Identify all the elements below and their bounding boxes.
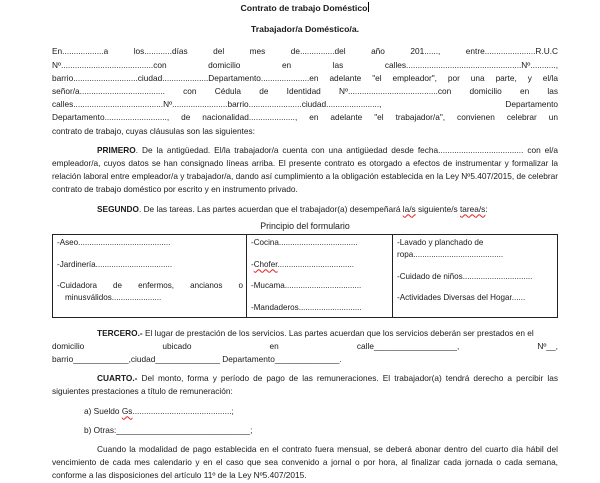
tasks-column-2 [247, 235, 393, 318]
clause-segundo-label: SEGUNDO [97, 203, 139, 214]
tercero-domicilio: domicilio [52, 340, 85, 351]
tercero-calle: calle__________________, [356, 340, 460, 351]
intro-line-6: Departamento..........................., de nacionalidad...................., en adelante "el trabajador/a", convienen celebrar un [52, 112, 558, 123]
intro-line-3: barrio............................ciudad....................Departamento.....................en adelante "el empleador", por una parte, y el/la [52, 72, 558, 83]
task-lavado[interactable]: -Lavado y planchado de [397, 238, 484, 248]
task-lavado-ropa: ropa........................................ [397, 250, 504, 260]
remuneration-item-a [84, 405, 558, 418]
tercero-en: en [269, 340, 279, 351]
tercero-numero: Nº__, [537, 340, 558, 351]
clause-tercero-line-3: barrio____________,ciudad______________ Departamento______________. [52, 353, 342, 364]
clause-cuarto-text: Del monto, forma y período de pago de las remuneraciones. El trabajador(a) tendrá derecho a percibir las siguientes prestaciones a título de remuneración: [52, 373, 558, 397]
document-title [52, 2, 558, 15]
clause-segundo-text: . De las tareas. Las partes acuerdan que el trabajador(a) desempeñará [138, 203, 403, 214]
clause-cuarto-label: CUARTO.- [97, 373, 138, 384]
title-text: Contrato de trabajo Doméstico [240, 3, 368, 13]
spellcheck-flag: la/s [402, 203, 416, 214]
clause-cuarto [52, 372, 558, 398]
payment-paragraph: Cuando la modalidad de pago establecida en el contrato fuera mensual, se deberá abonar dentro del cuarto día hábil del vencimiento de cada mes calendario y en el caso que sea convenido a jornal o por hora, al finalizar cada jornada o cada semana, conforme a las disposiciones del artículo 11º de la Ley Nº5.407/2015. [52, 443, 558, 481]
task-ninos[interactable]: -Cuidado de niños............................... [397, 271, 533, 281]
text-cursor [368, 2, 369, 12]
remuneration-item-b: b) Otras:_____________________________; [84, 424, 253, 435]
clause-segundo [52, 203, 558, 216]
clause-primero-label: PRIMERO [97, 144, 136, 155]
spellcheck-flag: tarea/s [459, 203, 486, 214]
spellcheck-flag: Chofer [253, 259, 278, 269]
clause-segundo-text-2: siguiente/s [415, 203, 460, 214]
clause-tercero-line-2 [52, 340, 558, 353]
task-mucama[interactable]: -Mucama.................................. [251, 281, 362, 291]
intro-paragraph [52, 45, 558, 137]
clause-tercero-text: El lugar de prestación de los servicios. Las partes acuerdan que los servicios deberán ser prestados en el [142, 327, 534, 338]
intro-line-4: señor/a..................................... con Cédula de Identidad Nº.......................................con domicilio en las [52, 86, 558, 97]
clause-primero [52, 144, 558, 197]
tercero-ubicado: ubicado [162, 340, 192, 351]
intro-line-7: contrato de trabajo, cuyas cláusulas son las siguientes: [52, 125, 255, 136]
task-actividades[interactable]: -Actividades Diversas del Hogar...... [397, 293, 526, 303]
spellcheck-flag: Gs [121, 405, 133, 416]
clause-segundo-text-3: : [485, 203, 488, 214]
item-a-prefix: a) Sueldo [84, 405, 122, 416]
document-subtitle: Trabajador/a Doméstico/a. [250, 24, 360, 35]
task-cocina[interactable]: -Cocina................................... [251, 238, 358, 248]
clause-primero-text: . De la antigüedad. El/la trabajador/a cuenta con una antigüedad desde fecha..................................... con el/a empleador/a, cuyos datos se han consignado líneas arriba. El presente contrato es otorgado a efectos de instrumentar y formalizar la relación laboral entre empleador/a y trabajador/a, dando así cumplimiento a la obligación establecida en la Ley Nº5.407/2015, de celebrar contrato de trabajo doméstico por escrito y en instrumento privado. [52, 144, 558, 195]
intro-line-5: calles.......................................Nº........................barrio.......................ciudad......................., Departamento [52, 99, 558, 110]
clause-tercero-label: TERCERO.- [97, 327, 143, 338]
tasks-column-3 [393, 235, 558, 318]
task-chofer-dots: .................................. [277, 259, 355, 269]
tasks-form-table [52, 234, 558, 318]
task-mandaderos[interactable]: -Mandaderos............................ [251, 302, 362, 312]
task-chofer[interactable]: -Chofer.................................. [251, 259, 355, 269]
form-title: Principio del formulario [260, 220, 350, 231]
task-cuidadora[interactable]: -Cuidadora de enfermos, ancianos o [57, 281, 243, 291]
task-jardineria[interactable]: -Jardinería.................................. [57, 259, 173, 269]
intro-line-1: En..................a los............días del mes de...............del año 201......, entre......................R.U.C [52, 46, 558, 57]
task-aseo[interactable]: -Aseo......................................... [57, 238, 171, 248]
task-cuidadora-cont: minusválidos...................... [65, 293, 162, 303]
intro-line-2: Nº........................................con domicilio en las calles..................................................Nº..........., [52, 59, 558, 70]
clause-tercero [52, 327, 558, 340]
tasks-column-1 [53, 235, 247, 318]
document-body[interactable] [52, 0, 558, 483]
item-a-rest: ...........................................; [132, 405, 234, 416]
